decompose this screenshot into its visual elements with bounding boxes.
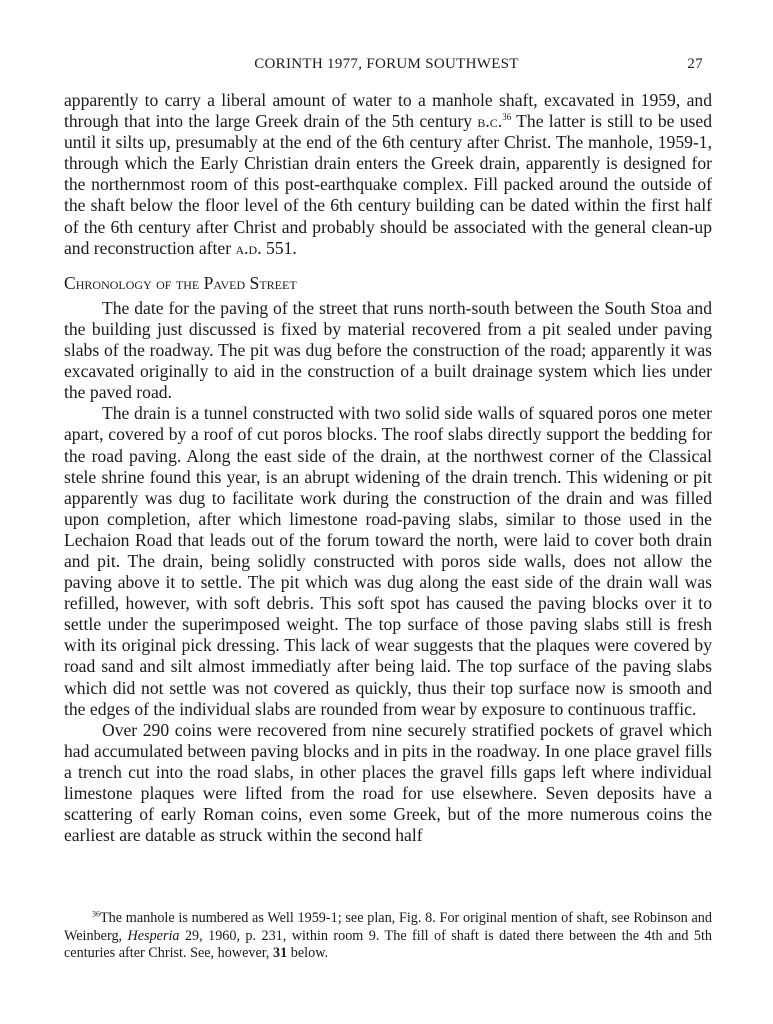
paragraph: Over 290 coins were recovered from nine securely stratified pockets of gravel which had accumulated between paving blocks and in pits in the roadway. In one place gravel fills a trench cut into the road slabs, in other places the gravel fills gaps left where individual limestone plaques were lifted from the road for use elsewhere. Seven deposits have a scattering of early Roman coins, even some Greek, but of the more numerous coins the earliest are datable as struck within the second half <box>64 719 712 846</box>
section-heading: Chronology of the Paved Street <box>64 272 297 293</box>
paragraph-continued: apparently to carry a liberal amount of water to a manhole shaft, excavated in 1959, and through that into the large Greek drain of the 5th century b.c.$^{36}$ The latter is still to be used until it silts up, presumably at the end of the 6th century after Christ. The manhole, 1959-1, through which the Early Christian drain enters the Greek drain, apparently is designed for the northernmost room of this post-earthquake complex. Fill packed around the outside of the shaft below the floor level of the 6th century building can be dated within the first half of the 6th century after Christ and probably should be associated with the general clean-up and reconstruction after a.d. 551. <box>64 90 712 258</box>
paragraph: The date for the paving of the street that runs north-south between the South Stoa and the building just discussed is fixed by material recovered from a pit sealed under paving slabs of the roadway. The pit was dug before the construction of the road; apparently it was excavated originally to aid in the construction of a built drainage system which lies under the paved road. <box>64 297 712 403</box>
cross-reference: 31 <box>273 945 288 961</box>
footnote-ref: 36 <box>502 112 512 123</box>
bc-abbrev: b.c. <box>477 111 503 132</box>
running-title: CORINTH 1977, FORUM SOUTHWEST <box>254 56 519 72</box>
main-text <box>64 90 712 846</box>
footnote <box>64 910 712 963</box>
footnote-mark: 36 <box>92 909 100 919</box>
page-number: 27 <box>687 56 703 72</box>
ad-abbrev: a.d. <box>235 237 262 258</box>
footnote-text: $^{36}$The manhole is numbered as Well 1959-1; see plan, Fig. 8. For original mention of shaft, see Robinson and Weinberg, Hesperia 29, 1960, p. 231, within room 9. The fill of shaft is dated there between the 4th and 5th centuries after Christ. See, however, 31 below. <box>64 909 712 961</box>
paragraph: The drain is a tunnel constructed with two solid side walls of squared poros one meter apart, covered by a roof of cut poros blocks. The roof slabs directly support the bedding for the road paving. Along the east side of the drain, at the northwest corner of the Classical stele shrine found this year, is an abrupt widening of the drain trench. This widening or pit apparently was dug to facilitate work during the construction of the drain and was filled upon completion, after which limestone road-paving slabs, similar to those used in the Lechaion Road that leads out of the forum toward the north, were laid to cover both drain and pit. The drain, being solidly constructed with poros side walls, does not allow the paving above it to settle. The pit which was dug along the east side of the drain wall was refilled, however, with soft debris. This soft spot has caused the paving blocks over it to settle under the superimposed weight. The top surface of those paving slabs still is fresh with its original pick dressing. This lack of wear suggests that the plaques were covered by road sand and silt almost immediatly after being laid. The top surface of the paving slabs which did not settle was not covered as quickly, thus their top surface now is smooth and the edges of the individual slabs are rounded from wear by exposure to continuous traffic. <box>64 403 712 719</box>
running-header <box>0 56 773 78</box>
journal-title: Hesperia <box>127 927 180 944</box>
